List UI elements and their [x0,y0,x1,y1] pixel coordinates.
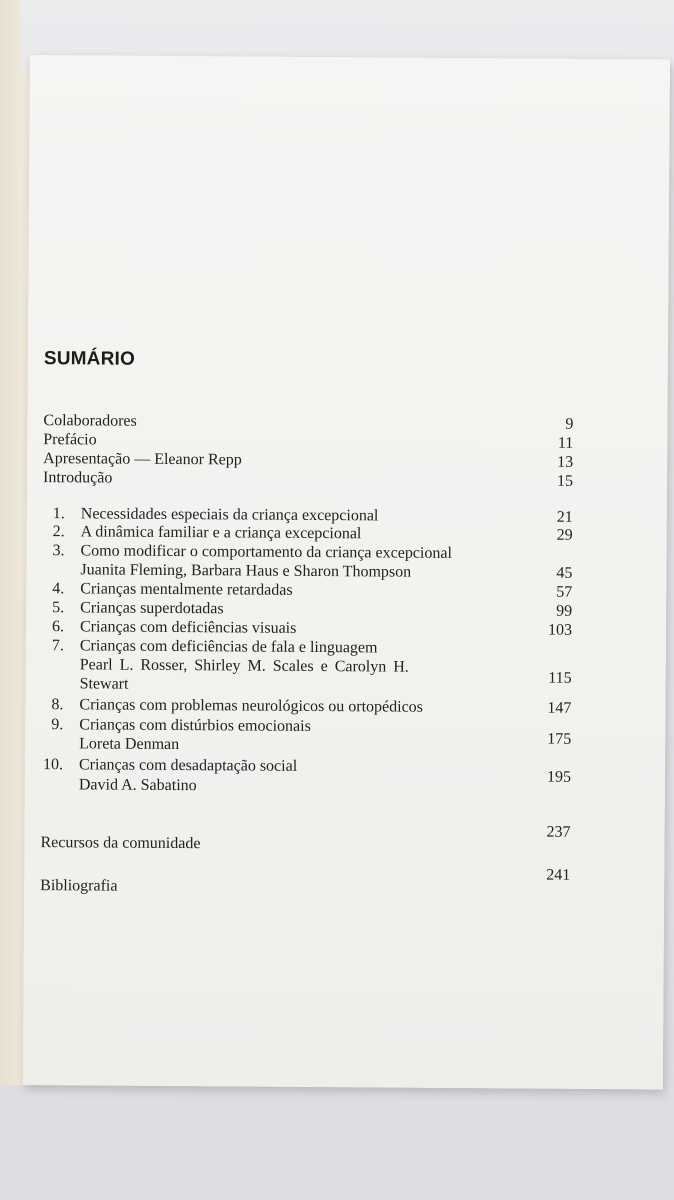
toc-entry [40,862,571,895]
toc-entry-title: Recursos da comunidade [40,834,201,853]
chapter-title: Necessidades especiais da criança excepcional [80,505,379,525]
chapter-authors: Loreta Denman [79,735,180,754]
chapter-title: Crianças com deficiências visuais [79,618,297,637]
chapter-title: Crianças com desadaptação social [78,756,298,775]
toc-page-number: 103 [547,621,573,639]
chapter-title: Crianças mentalmente retardadas [80,580,293,599]
toc-entry-title: Prefácio [43,431,97,449]
toc-page-number: 13 [557,453,574,471]
toc-page-number: 195 [546,768,572,786]
chapter-title: Como modificar o comportamento da criança excepcional [80,542,452,562]
toc-page-number: 21 [556,508,573,526]
toc-page-number: 11 [557,434,574,452]
toc-page-number: 29 [556,526,573,544]
chapter-number: 8. [51,696,64,714]
chapter-number: 7. [51,637,64,655]
chapter-number: 3. [52,542,65,560]
toc-entry [40,819,571,853]
chapter-number: 1. [52,505,65,523]
chapter-number: 9. [51,716,64,734]
toc-entry [43,468,573,492]
chapter-title: Crianças com problemas neurológicos ou ortopédicos [79,696,423,716]
chapter-authors: Juanita Fleming, Barbara Haus e Sharon Thompson [80,561,412,581]
toc-chapter-authors [41,768,572,799]
page-title: SUMÁRIO [43,348,136,370]
book-page [23,55,670,1089]
chapter-number: 4. [52,580,65,598]
toc-page-number: 15 [556,472,574,490]
chapter-authors: David A. Sabatino [78,776,197,795]
toc-chapter-authors [42,669,572,698]
toc-page-number: 99 [556,602,573,620]
toc-entry-title: Apresentação — Eleanor Repp [43,450,242,469]
toc-entry-title: Bibliografia [40,877,118,895]
toc-entry-title: Introdução [42,469,113,487]
toc-entry-title: Colaboradores [43,412,137,430]
chapter-number: 5. [52,599,65,617]
toc-page-number: 115 [548,669,572,687]
chapter-title: Crianças superdotadas [80,599,224,618]
chapter-title: A dinâmica familiar e a criança excepcional [80,523,362,543]
toc-page-number: 147 [547,699,572,717]
chapter-title: Crianças com deficiências de fala e linguagem [79,637,378,657]
toc-page-number: 9 [565,415,574,433]
toc-page-number: 45 [556,564,573,582]
chapter-number: 2. [52,523,65,541]
toc-page-number: 175 [547,730,572,748]
chapter-authors: Pearl L. Rosser, Shirley M. Scales e Carolyn H. [79,656,409,676]
chapter-title: Crianças com distúrbios emocionais [79,716,311,735]
chapter-number: 6. [51,618,65,636]
toc-chapter-authors [41,730,572,758]
chapter-number: 10. [42,756,64,774]
chapter-authors: Stewart [79,675,129,693]
toc-page-number: 57 [556,583,573,601]
toc-page-number: 237 [546,823,571,841]
toc-page-number: 241 [546,866,571,884]
